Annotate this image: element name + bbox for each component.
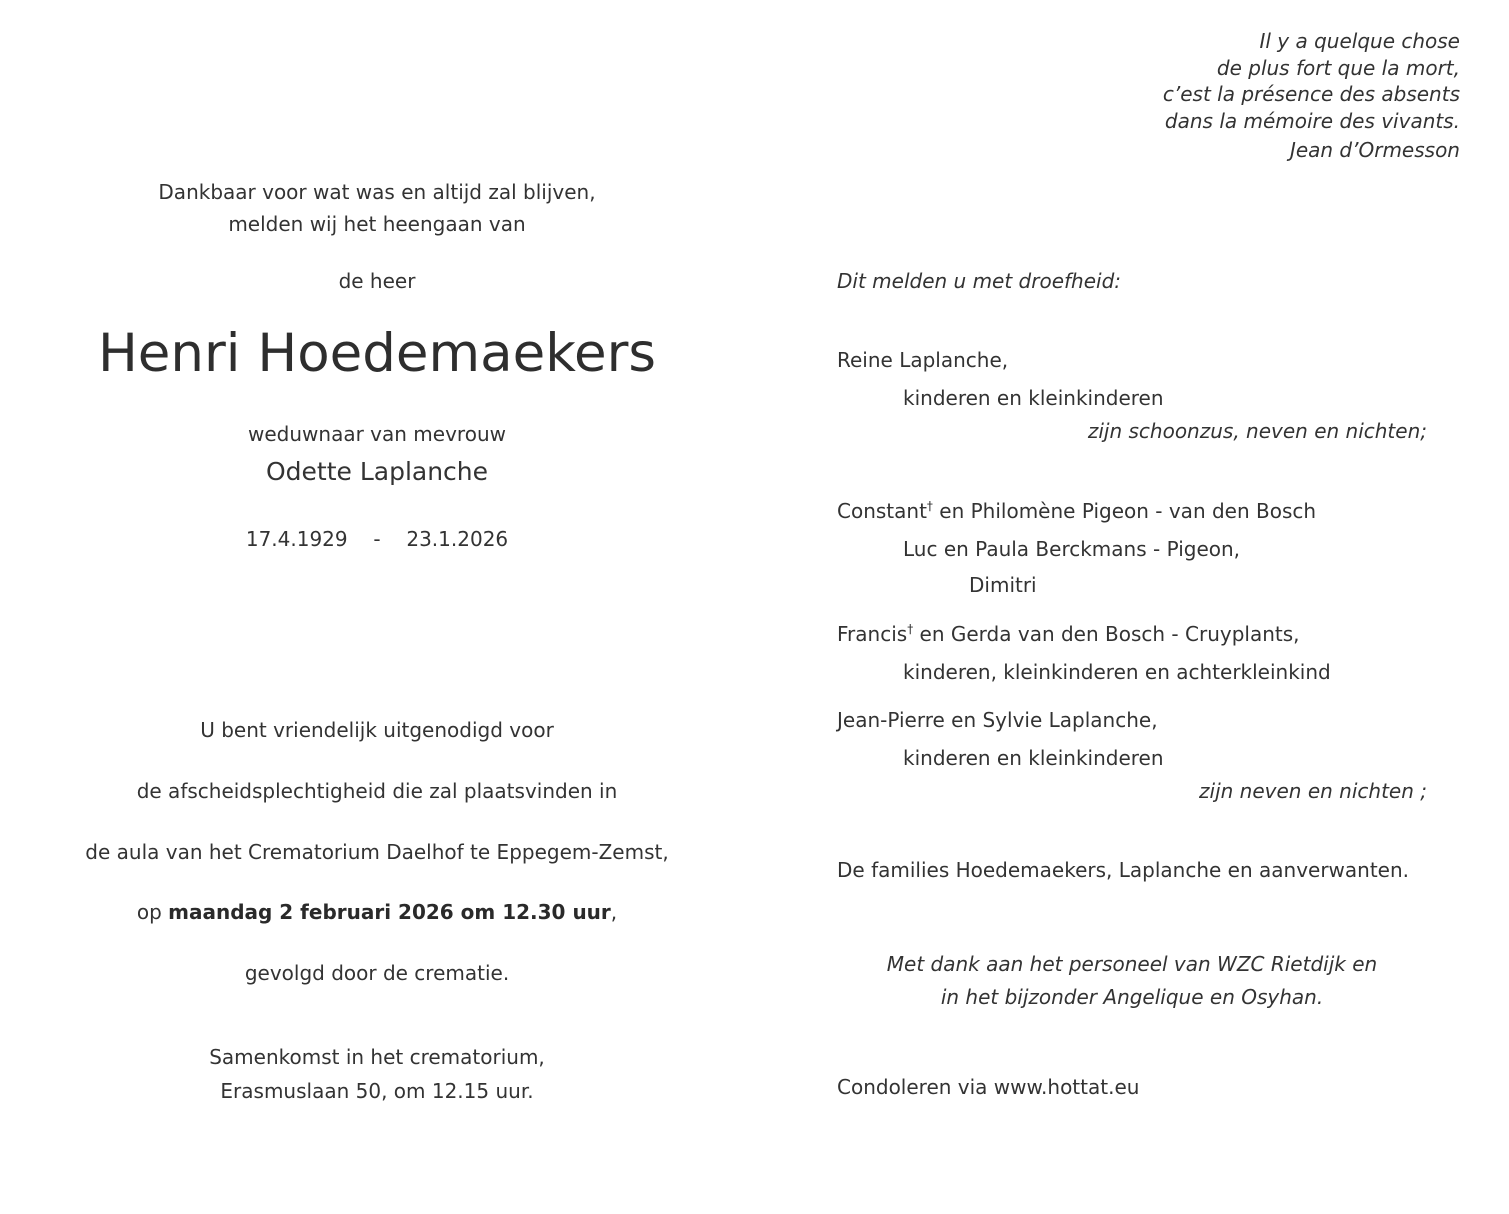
- mourner-name-part: Constant: [837, 499, 927, 523]
- datetime-bold: maandag 2 februari 2026 om 12.30 uur: [168, 900, 611, 924]
- death-date: 23.1.2026: [406, 527, 509, 551]
- deceased-name: Henri Hoedemaekers: [97, 323, 657, 384]
- cross-mark: †: [907, 622, 914, 636]
- invitation-line-5: gevolgd door de crematie.: [244, 961, 510, 985]
- gathering-line-2: Erasmuslaan 50, om 12.15 uur.: [220, 1079, 534, 1103]
- mourner-relation-note: zijn schoonzus, neven en nichten;: [1087, 419, 1427, 443]
- intro-line-1: Dankbaar voor wat was en altijd zal blijven,: [158, 180, 596, 204]
- condolences-link[interactable]: Condoleren via www.hottat.eu: [837, 1075, 1140, 1099]
- mourner-name-part: Francis: [837, 622, 908, 646]
- invitation-line-3: de aula van het Crematorium Daelhof te Eppegem-Zemst,: [85, 840, 669, 864]
- widower-of-label: weduwnaar van mevrouw: [248, 422, 506, 446]
- birth-date: 17.4.1929: [245, 527, 348, 551]
- mourner-sub: kinderen en kleinkinderen: [903, 746, 1164, 770]
- announcement-intro: [77, 176, 677, 240]
- intro-line-2: melden wij het heengaan van: [228, 212, 526, 236]
- mourner-name-part: en Philomène Pigeon - van den Bosch: [932, 499, 1317, 523]
- quote-line: Il y a quelque chose: [1259, 29, 1460, 53]
- quote-line: dans la mémoire des vivants.: [1164, 108, 1460, 133]
- honorific: de heer: [338, 269, 416, 293]
- mourners-heading: Dit melden u met droefheid:: [837, 269, 1122, 293]
- mourner-name: [837, 498, 1316, 524]
- gathering-line-1: Samenkomst in het crematorium,: [209, 1045, 545, 1069]
- spouse-name: Odette Laplanche: [265, 457, 489, 486]
- quote-line: c’est la présence des absents: [1162, 82, 1460, 106]
- mourner-sub: Luc en Paula Berckmans - Pigeon,: [903, 537, 1241, 561]
- mourner-name: Jean-Pierre en Sylvie Laplanche,: [837, 708, 1158, 732]
- thanks-line-1: Met dank aan het personeel van WZC Rietdijk en: [886, 952, 1378, 976]
- quote-author: Jean d’Ormesson: [1289, 138, 1460, 162]
- families-line: De families Hoedemaekers, Laplanche en aanverwanten.: [837, 858, 1410, 882]
- thanks-block: [837, 948, 1427, 1014]
- invitation-line-2: de afscheidsplechtigheid die zal plaatsvinden in: [136, 779, 618, 803]
- datetime-suffix: ,: [610, 900, 618, 924]
- thanks-line-2: in het bijzonder Angelique en Osyhan.: [940, 985, 1324, 1009]
- gathering-info: [77, 1040, 677, 1108]
- life-dates: [77, 526, 677, 552]
- mourner-name: Reine Laplanche,: [837, 348, 1009, 372]
- mourner-sub: kinderen, kleinkinderen en achterkleinkind: [903, 660, 1331, 684]
- quote-line: de plus fort que la mort,: [1216, 55, 1460, 80]
- invitation-line-1: U bent vriendelijk uitgenodigd voor: [200, 718, 554, 742]
- quote-block: [1163, 28, 1460, 164]
- mourner-name: [837, 621, 1300, 647]
- mourner-sub: kinderen en kleinkinderen: [903, 386, 1164, 410]
- mourner-relation-note: zijn neven en nichten ;: [1199, 779, 1427, 803]
- cross-mark: †: [926, 499, 933, 513]
- datetime-prefix: op: [136, 900, 169, 924]
- ceremony-datetime: [77, 899, 677, 925]
- mourner-subsub: Dimitri: [969, 573, 1037, 597]
- mourner-name-part: en Gerda van den Bosch - Cruyplants,: [913, 622, 1300, 646]
- date-separator: -: [373, 527, 381, 551]
